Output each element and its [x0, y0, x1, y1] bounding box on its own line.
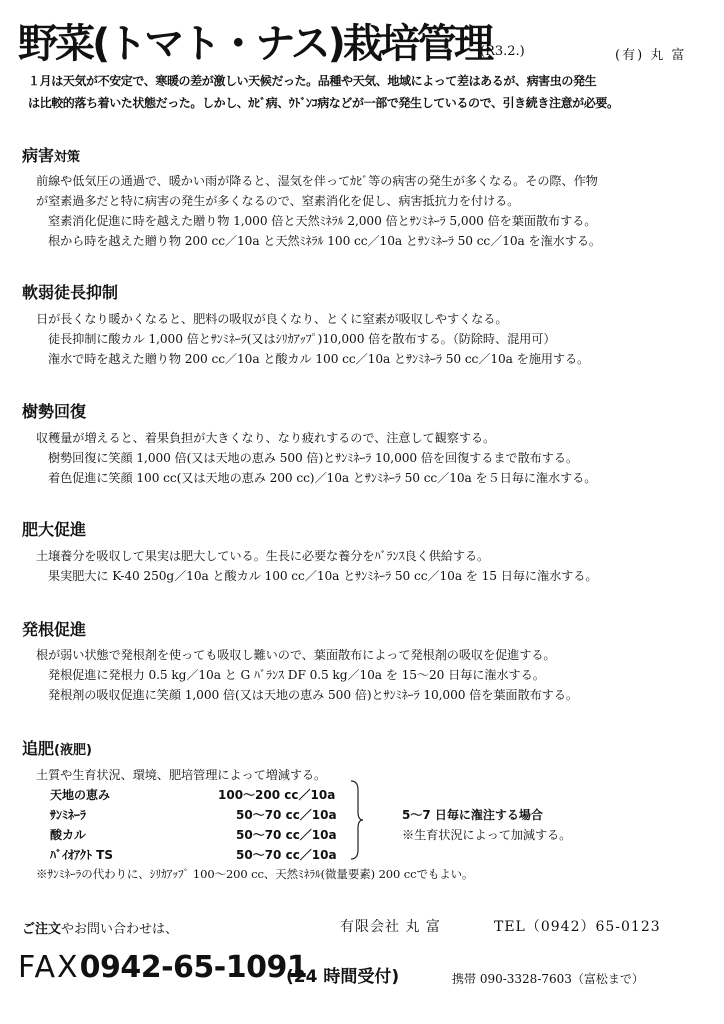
fertilizer-item-name: 酸カル	[50, 828, 87, 842]
section-title-weak-growth: 軟弱徒長抑制	[22, 283, 119, 302]
page-title: 野菜(トマト・ナス)栽培管理	[18, 21, 491, 67]
fertilizer-footnote: ※ｻﾝﾐﾈｰﾗの代わりに、ｼﾘｶｱｯﾌﾟ 100～200 cc、天然ﾐﾈﾗﾙ(微量要素) 200 ccでもよい。	[36, 867, 474, 881]
fertilizer-note-sub: ※生育状況によって加減する。	[402, 828, 572, 842]
disease-line-1: 前線や低気圧の通過で、暖かい雨が降ると、湿気を伴ってｶﾋﾞ等の病害の発生が多くなる。その際、作物	[36, 174, 598, 188]
roots-line-2: 発根促進に発根力 0.5 kg／10a と G ﾊﾞﾗﾝｽ DF 0.5 kg／10a を 15～20 日毎に潅水する。	[48, 668, 545, 682]
section-title-enlarge: 肥大促進	[22, 520, 87, 539]
fertilizer-item-name: ｻﾝﾐﾈｰﾗ	[50, 808, 87, 822]
issue-date: (R3.2.)	[480, 44, 525, 59]
enlarge-line-2: 果実肥大に K-40 250g／10a と酸カル 100 cc／10a とｻﾝﾐﾈｰﾗ 50 cc／10a を 15 日毎に潅水する。	[48, 569, 598, 583]
fax-number: FAX0942-65-1091	[18, 950, 308, 985]
vigor-line-2: 樹勢回復に笑顔 1,000 倍(又は天地の恵み 500 倍)とｻﾝﾐﾈｰﾗ 10,000 倍を回復するまで散布する。	[48, 451, 578, 465]
vigor-line-1: 収穫量が増えると、着果負担が大きくなり、なり疲れするので、注意して観察する。	[36, 431, 496, 445]
tel-number: TEL（0942）65-0123	[494, 919, 661, 935]
fertilizer-item-amount: 50～70 cc／10a	[236, 808, 337, 822]
disease-line-2: が窒素過多だと特に病害の発生が多くなるので、窒素消化を促し、病害抵抗力を付ける。	[36, 194, 520, 208]
section-title-disease: 病害対策	[22, 146, 81, 165]
fertilizer-item-amount: 50～70 cc／10a	[236, 848, 337, 862]
company-short-name: (有) 丸 富	[615, 48, 687, 63]
fertilizer-item-amount: 50～70 cc／10a	[236, 828, 337, 842]
fertilizer-intro: 土質や生育状況、環境、肥培管理によって増減する。	[36, 768, 327, 782]
weak-line-3: 潅水で時を越えた贈り物 200 cc／10a と酸カル 100 cc／10a とｻﾝﾐﾈｰﾗ 50 cc／10a を施用する。	[48, 352, 590, 366]
company-name: 有限会社 丸 富	[340, 919, 441, 935]
weak-line-2: 徒長抑制に酸カル 1,000 倍とｻﾝﾐﾈｰﾗ(又はｼﾘｶｱｯﾌﾟ)10,000 倍を散布する。（防除時、混用可）	[48, 332, 556, 346]
section-title-fertilizer: 追肥(液肥)	[22, 739, 92, 758]
section-title-vigor: 樹勢回復	[22, 402, 87, 421]
weak-line-1: 日が長くなり暖かくなると、肥料の吸収が良くなり、とくに窒素が吸収しやすくなる。	[36, 312, 508, 326]
enlarge-line-1: 土壌養分を吸収して果実は肥大している。生長に必要な養分をﾊﾞﾗﾝｽ良く供給する。	[36, 549, 490, 563]
fertilizer-item-amount: 100～200 cc／10a	[218, 788, 336, 802]
order-inquiry-label: ご注文やお問い合わせは、	[22, 922, 179, 937]
intro-line-1: １月は天気が不安定で、寒暖の差が激しい天候だった。品種や天気、地域によって差はあるが、病害虫の発生	[28, 74, 597, 88]
disease-line-4: 根から時を越えた贈り物 200 cc／10a と天然ﾐﾈﾗﾙ 100 cc／10a とｻﾝﾐﾈｰﾗ 50 cc／10a を潅水する。	[48, 234, 602, 248]
right-brace-icon	[350, 780, 364, 860]
intro-line-2: は比較的落ち着いた状態だった。しかし、ｶﾋﾞ病、ｳﾄﾞﾝｺ病などが一部で発生しているので、引き続き注意が必要。	[28, 96, 619, 110]
roots-line-1: 根が弱い状態で発根剤を使っても吸収し難いので、葉面散布によって発根剤の吸収を促進する。	[36, 648, 556, 662]
fertilizer-note-main: 5～7 日毎に潅注する場合	[402, 808, 543, 822]
fertilizer-item-name: 天地の恵み	[50, 788, 111, 802]
fertilizer-item-name: ﾊﾞｲｵｱｸﾄ TS	[50, 848, 114, 862]
disease-line-3: 窒素消化促進に時を越えた贈り物 1,000 倍と天然ﾐﾈﾗﾙ 2,000 倍とｻﾝﾐﾈｰﾗ 5,000 倍を葉面散布する。	[48, 214, 597, 228]
vigor-line-3: 着色促進に笑顔 100 cc(又は天地の恵み 200 cc)／10a とｻﾝﾐﾈｰﾗ 50 cc／10a を５日毎に潅水する。	[48, 471, 597, 485]
mobile-number: 携帯 090-3328-7603（富松まで）	[452, 972, 644, 986]
roots-line-3: 発根剤の吸収促進に笑顔 1,000 倍(又は天地の恵み 500 倍)とｻﾝﾐﾈｰﾗ 10,000 倍を葉面散布する。	[48, 688, 578, 702]
fax-hours: (24 時間受付)	[286, 967, 400, 987]
section-title-roots: 発根促進	[22, 620, 87, 639]
